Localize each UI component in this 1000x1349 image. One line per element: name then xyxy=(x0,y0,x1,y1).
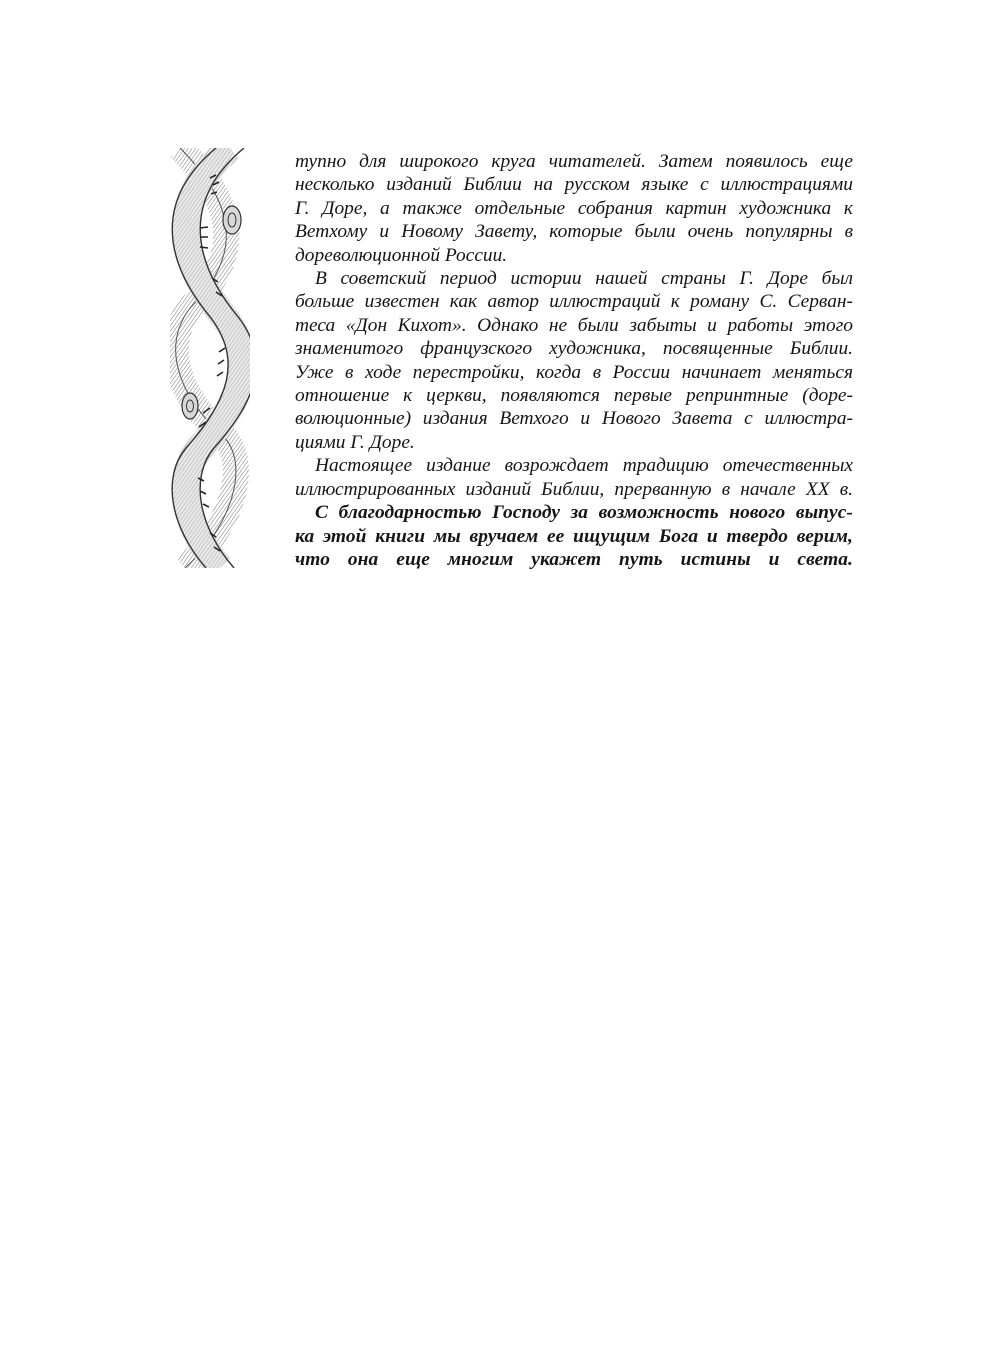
text-line: что она еще многим укажет путь истины и света. xyxy=(295,548,853,570)
text-line: знаменитого французского художника, посвященные Библии. xyxy=(295,338,853,360)
text-line: Г. Доре, а также отдельные собрания картин художника к xyxy=(295,197,853,219)
text-line: ка этой книги мы вручаем ее ищущим Бога и твердо верим, xyxy=(295,525,853,547)
paragraph-1 xyxy=(295,150,853,267)
paragraph-3 xyxy=(295,454,853,501)
text-line: С благодарностью Господу за возможность нового выпус- xyxy=(315,502,853,524)
text-line: циями Г. Доре. xyxy=(295,431,415,453)
text-line: В советский период истории нашей страны Г. Доре был xyxy=(315,268,853,290)
text-line: иллюстрированных изданий Библии, прерванную в начале XX в. xyxy=(295,478,853,500)
ribbon-scroll-ornament xyxy=(170,148,250,568)
text-line: дореволюционной России. xyxy=(295,244,508,266)
text-line: тупно для широкого круга читателей. Затем появилось еще xyxy=(295,151,853,172)
text-line: волюционные) издания Ветхого и Нового Завета с иллюстра- xyxy=(295,408,853,430)
text-line: Настоящее издание возрождает традицию отечественных xyxy=(315,455,853,477)
body-text xyxy=(295,150,853,571)
text-line: теса «Дон Кихот». Однако не были забыты и работы этого xyxy=(295,314,853,336)
text-line: Уже в ходе перестройки, когда в России начинает меняться xyxy=(295,361,853,383)
text-line: Ветхому и Новому Завету, которые были очень популярны в xyxy=(295,221,853,243)
text-line: больше известен как автор иллюстраций к роману С. Серван- xyxy=(295,291,853,313)
text-line: отношение к церкви, появляются первые репринтные (доре- xyxy=(295,385,853,407)
text-line: несколько изданий Библии на русском языке с иллюстрациями xyxy=(295,174,853,196)
paragraph-2 xyxy=(295,267,853,454)
paragraph-4-bold xyxy=(295,501,853,571)
